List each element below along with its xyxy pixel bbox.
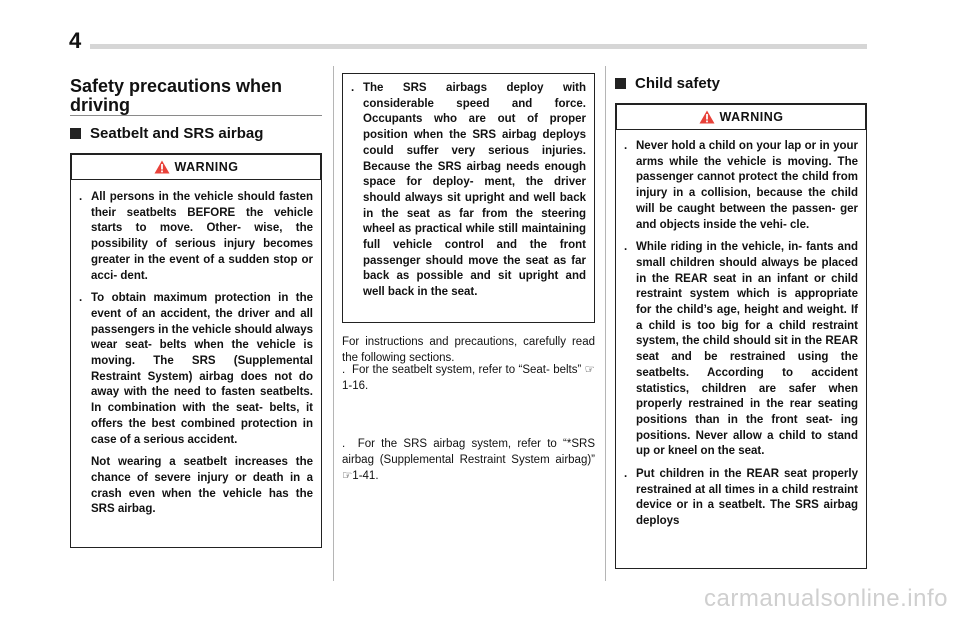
warning-box-airbag [342, 73, 595, 323]
bullet-dot: . [79, 292, 83, 305]
warning-box-seatbelt [70, 153, 322, 548]
square-bullet-icon [70, 128, 81, 139]
warning-bullet-text: The SRS airbags deploy with considerable speed and force. Occupants who are out of proper position when the SRS airbag deploys could suffer very serious injuries. Because the SRS airbag needs enough space for deploy- ment, the driver should always sit upright and well back in the seat as far from the steering wheel as practical while still maintaining full vehicle control and the front passenger should move the seat as far back as possible and sit upright and well back in the seat. [363, 82, 586, 299]
reference-item-seatbelt [342, 362, 595, 394]
warning-body [616, 130, 866, 530]
warning-bullet-text: All persons in the vehicle should fasten their seatbelts BEFORE the vehicle starts to move. Other- wise, the possibility of serious injury becomes greater in the event of a sudden stop or acci- dent. [91, 191, 313, 282]
warning-bullet [624, 240, 858, 460]
bullet-dot: . [79, 191, 83, 203]
header-rule [90, 44, 867, 49]
bullet-dot: . [624, 468, 628, 481]
warning-body [343, 74, 594, 301]
warning-bullet-text: While riding in the vehicle, in- fants and small children should always be placed in the REAR seat in an infant or child restraint system which is appropriate for the child’s age, height and weight. If a child is too big for a child restraint system, the child should sit in the REAR seat and be restrained using the seatbelts. According to accident statistics, children are safer when properly restrained in the rear seating positions than in the front seat- ing positions. Never allow a child to stand up or kneel on the seat. [636, 241, 858, 458]
watermark: carmanualsonline.info [704, 585, 948, 612]
warning-header [71, 154, 321, 180]
warning-bullet-text: Never hold a child on your lap or in your arms while the vehicle is moving. The passenger cannot protect the child from injury in a collision, because the child will be caught between the passen- ger and objects inside the vehi- cle. [636, 140, 858, 231]
warning-triangle-icon [699, 110, 715, 124]
warning-bullet [624, 467, 858, 530]
subheading-child-safety [615, 75, 720, 92]
intro-paragraph: For instructions and precautions, carefully read the following sections. [342, 336, 595, 364]
warning-body [71, 180, 321, 518]
warning-bullet [79, 190, 313, 284]
warning-continuation [79, 455, 313, 518]
reference-link-airbag[interactable]: For the SRS airbag system, refer to “*SRS airbag (Supplemental Restraint System airbag)” ☞1-41. [342, 438, 595, 482]
warning-bullet [79, 291, 313, 448]
warning-bullet [351, 81, 586, 301]
subheading-seatbelt-text: Seatbelt and SRS airbag [90, 125, 264, 142]
subheading-seatbelt [70, 125, 263, 142]
warning-bullet-text: To obtain maximum protection in the event of an accident, the driver and all passengers in the vehicle should always wear seat- belts when the vehicle is moving. The SRS (Supplemental Restraint System) airbag does not do away with the need to fasten seatbelts. In combination with the seat- belts, it offers the best combined protection in case of a serious accident. [91, 292, 313, 446]
reference-item-airbag [342, 436, 595, 484]
warning-label: WARNING [174, 160, 239, 174]
bullet-dot: . [624, 241, 628, 254]
reference-link-seatbelt[interactable]: For the seatbelt system, refer to “Seat- belts” ☞1-16. [342, 364, 595, 392]
bullet-dot: . [624, 140, 628, 152]
bullet-dot: . [351, 82, 355, 94]
column-divider-right [605, 66, 606, 581]
warning-header [616, 104, 866, 130]
warning-label: WARNING [719, 110, 784, 124]
subheading-child-safety-text: Child safety [635, 75, 721, 92]
warning-bullet-text: Put children in the REAR seat properly restrained at all times in a child restraint device or in a seatbelt. The SRS airbag deploys [636, 468, 858, 528]
bullet-dot: . [342, 438, 346, 450]
warning-bullet [624, 139, 858, 233]
section-title-rule [70, 115, 322, 116]
warning-triangle-icon [154, 160, 170, 174]
bullet-dot: . [342, 364, 346, 376]
warning-box-child [615, 103, 867, 569]
page-number: 4 [69, 28, 82, 53]
section-title: Safety precautions when driving [70, 76, 283, 115]
column-divider-left [333, 66, 334, 581]
square-bullet-icon [615, 78, 626, 89]
warning-continuation-text: Not wearing a seatbelt increases the chance of severe injury or death in a crash even when the vehicle has the SRS airbag. [91, 456, 313, 516]
